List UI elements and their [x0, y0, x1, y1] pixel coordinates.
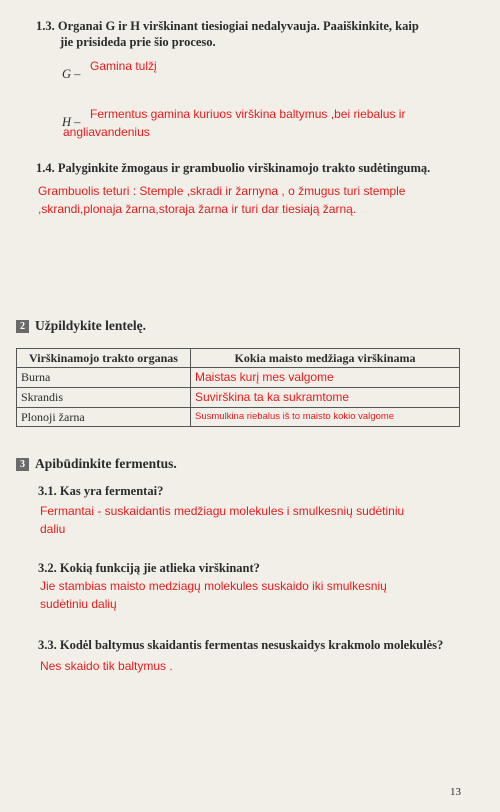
q14-answer-line1[interactable]: Grambuolis teturi : Stemple ,skradi ir žarnyna , o žmugus turi stemple: [38, 184, 406, 198]
question-number: 3.3.: [38, 638, 57, 652]
question-text: Kodėl baltymus skaidantis fermentas nesuskaidys krakmolo molekulės?: [59, 638, 444, 652]
table-row: [17, 368, 460, 388]
organ-g-answer[interactable]: Gamina tulžį: [90, 59, 157, 73]
page-number: 13: [450, 786, 461, 798]
section-title: Apibūdinkite fermentus.: [35, 456, 177, 471]
table-header-row: [17, 349, 460, 368]
question-text: Kas yra fermentai?: [59, 484, 164, 498]
organ-cell: Skrandis: [17, 388, 191, 408]
table-row: [17, 388, 460, 408]
organ-h-answer-line2[interactable]: angliavandenius: [63, 125, 150, 139]
question-number: 1.4.: [36, 161, 55, 175]
section-3-heading: [16, 456, 177, 472]
question-number: 3.2.: [38, 561, 57, 575]
organ-h-label: H –: [62, 115, 81, 129]
question-3-3: [38, 637, 488, 653]
section-2-heading: [16, 318, 146, 334]
section-title: Užpildykite lentelę.: [35, 318, 146, 333]
question-text: Kokią funkciją jie atlieka virškinant?: [59, 561, 260, 575]
question-1-3-line2: jie prisideda prie šio proceso.: [60, 35, 216, 49]
answer-cell[interactable]: Suvirškina ta ka sukramtome: [191, 388, 460, 408]
organ-cell: Burna: [17, 368, 191, 388]
question-1-3: [36, 18, 466, 34]
table-row: [17, 408, 460, 427]
question-number: 3.1.: [38, 484, 57, 498]
organ-g-label: G –: [62, 67, 81, 81]
q14-answer-line2[interactable]: ,skrandi,plonaja žarna,storaja žarna ir turi dar tiesiają žarną.: [38, 202, 357, 216]
q32-answer-line1[interactable]: Jie stambias maisto medziagų molekules suskaido iki smulkesnių: [40, 579, 387, 593]
q31-answer-line1[interactable]: Fermantai - suskaidantis medžiagu molekules i smulkesnių sudėtiniu: [40, 504, 405, 518]
organ-cell: Plonoji žarna: [17, 408, 191, 427]
q31-answer-line2[interactable]: daliu: [40, 522, 66, 536]
question-3-2: [38, 560, 260, 576]
section-number-badge: 2: [16, 320, 29, 333]
question-text: Palyginkite žmogaus ir grambuolio virškinamojo trakto sudėtingumą.: [57, 161, 431, 175]
q33-answer[interactable]: Nes skaido tik baltymus .: [40, 659, 173, 673]
organ-h-answer-line1[interactable]: Fermentus gamina kuriuos virškina baltymus ,bei riebalus ir: [90, 107, 406, 121]
answer-cell[interactable]: Maistas kurį mes valgome: [191, 368, 460, 388]
section-number-badge: 3: [16, 458, 29, 471]
q32-answer-line2[interactable]: sudėtiniu dalių: [40, 597, 117, 611]
column-header-substance: Kokia maisto medžiaga virškinama: [191, 349, 460, 368]
column-header-organ: Virškinamojo trakto organas: [17, 349, 191, 368]
answer-cell[interactable]: Susmulkina riebalus iš to maisto kokio valgome: [191, 408, 460, 427]
question-3-1: [38, 483, 163, 499]
question-1-4: [36, 160, 486, 176]
question-text: Organai G ir H virškinant tiesiogiai nedalyvauja. Paaiškinkite, kaip: [57, 19, 419, 33]
digestion-table: [16, 348, 460, 427]
question-number: 1.3.: [36, 19, 55, 33]
